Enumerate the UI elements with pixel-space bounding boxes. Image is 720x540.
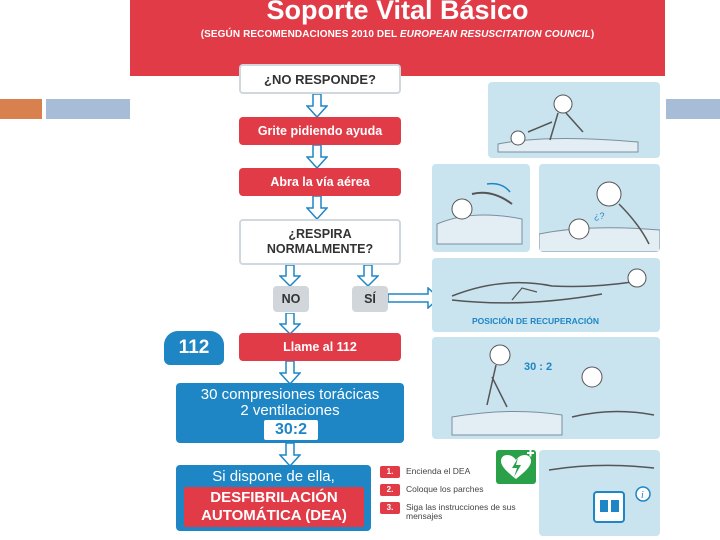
dea-line2: AUTOMÁTICA (DEA) [201,507,347,524]
figure-title: Soporte Vital Básico [266,0,529,25]
respira-line2: NORMALMENTE? [266,242,374,256]
down-arrow-icon [357,265,379,287]
dea-highlight [184,487,364,527]
dea-box [176,465,371,531]
dea-step-text: Encienda el DEA [406,466,471,476]
panel-check-breathing [539,164,660,252]
dea-step-num: 2. [380,484,400,496]
panel-open-airway [432,164,530,252]
dea-step [380,484,520,502]
recovery-caption: POSICIÓN DE RECUPERACIÓN [472,316,600,326]
dea-step-num: 1. [380,466,400,478]
ratio-badge: 30:2 [264,420,318,440]
dea-line1: DESFIBRILACIÓN [210,489,338,506]
no-responde-box: ¿NO RESPONDE? [239,64,401,94]
slide-accent-blue-right [666,99,720,119]
panel-cpr [432,337,660,439]
respira-box [239,219,401,265]
dea-step-text: Siga las instrucciones de sus mensajes [406,502,516,521]
down-arrow-icon [279,361,301,385]
dea-intro: Si dispone de ella, [212,468,335,485]
compresiones-line2: 2 ventilaciones [240,402,340,419]
si-box: SÍ [352,286,388,312]
via-aerea-box: Abra la vía aérea [239,168,401,196]
dea-step-num: 3. [380,502,400,514]
slide-accent-orange [0,99,42,119]
cpr-ratio-label: 30 : 2 [524,361,553,373]
phone-icon: 112 [164,331,224,365]
down-arrow-icon [306,196,328,220]
respira-line1: ¿RESPIRA [288,227,352,241]
down-arrow-icon [279,313,301,335]
compresiones-box [176,383,404,443]
subtitle-italic: EUROPEAN RESUSCITATION COUNCIL [399,29,591,40]
svg-text:i: i [641,490,644,501]
grite-box: Grite pidiendo ayuda [239,117,401,145]
svg-text:¿?: ¿? [594,211,605,221]
llame-box: Llame al 112 [239,333,401,361]
compresiones-line1: 30 compresiones torácicas [200,386,380,403]
down-arrow-icon [306,94,328,118]
panel-recovery-position [432,258,660,332]
dea-step-text: Coloque los parches [406,484,484,494]
down-arrow-icon [279,265,301,287]
down-arrow-icon [279,443,301,467]
figure-subtitle [130,29,665,40]
bls-figure [130,0,665,540]
down-arrow-icon [306,145,328,169]
aed-heart-icon [496,450,536,484]
subtitle-suffix: ) [590,29,595,40]
slide-accent-blue-left [46,99,130,119]
panel-shake-shoulders [488,82,660,158]
no-box: NO [273,286,309,312]
dea-step [380,502,520,520]
subtitle-prefix: (SEGÚN RECOMENDACIONES 2010 DEL [200,29,400,40]
panel-aed [539,450,660,536]
